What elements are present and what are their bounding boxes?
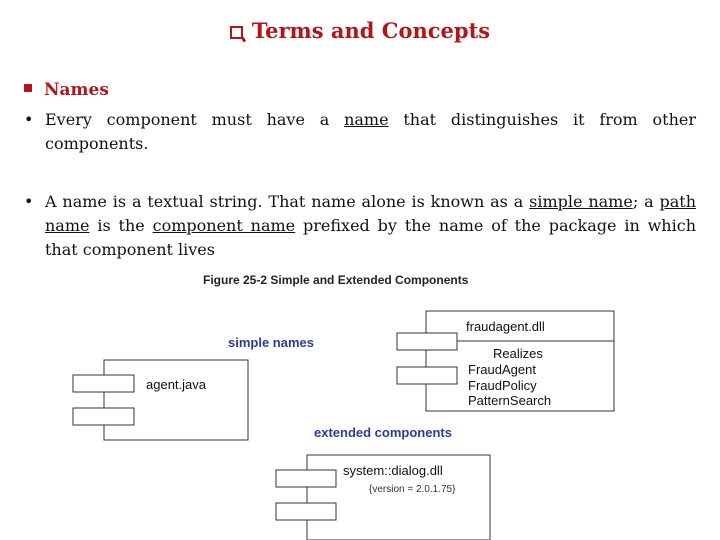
- realizes-header: Realizes: [493, 346, 543, 361]
- term-component-name: component name: [152, 216, 296, 235]
- figure-caption: Figure 25-2 Simple and Extended Components: [203, 273, 469, 287]
- version-tag: {version = 2.0.1.75}: [369, 484, 456, 495]
- realizes-item: FraudAgent: [468, 362, 536, 377]
- heading-text: Names: [44, 80, 109, 100]
- dialog-dll-label: system::dialog.dll: [343, 463, 443, 478]
- realizes-item: PatternSearch: [468, 393, 552, 408]
- component-port-top: [73, 375, 134, 392]
- component-port-bottom: [276, 503, 336, 520]
- dialog-dll-component: [276, 455, 490, 540]
- realizes-item: FraudPolicy: [468, 378, 537, 393]
- component-port-top: [397, 333, 457, 350]
- paragraph-2-text: A name is a textual string. That name alone is known as a simple name; a path name is the component name prefixed by the name of the package in which that component lives: [45, 192, 696, 259]
- agent-java-label: agent.java: [146, 377, 206, 392]
- agent-java-component: [73, 360, 248, 440]
- bullet-icon: •: [24, 110, 34, 129]
- fraudagent-dll-component: [397, 311, 614, 411]
- component-port-bottom: [397, 367, 457, 384]
- fraudagent-label: fraudagent.dll: [466, 319, 545, 334]
- term-simple-name: simple name: [529, 192, 633, 211]
- paragraph-1-text: Every component must have a name that distinguishes it from other components.: [45, 110, 696, 153]
- component-port-top: [276, 470, 336, 487]
- simple-names-label: simple names: [228, 335, 314, 350]
- extended-components-label: extended components: [314, 425, 452, 440]
- title-text: Terms and Concepts: [251, 18, 491, 43]
- bullet-icon: •: [24, 192, 34, 211]
- term-path-name: path name: [45, 192, 696, 235]
- term-name: name: [344, 110, 389, 129]
- component-body: [104, 360, 248, 440]
- component-port-bottom: [73, 408, 134, 425]
